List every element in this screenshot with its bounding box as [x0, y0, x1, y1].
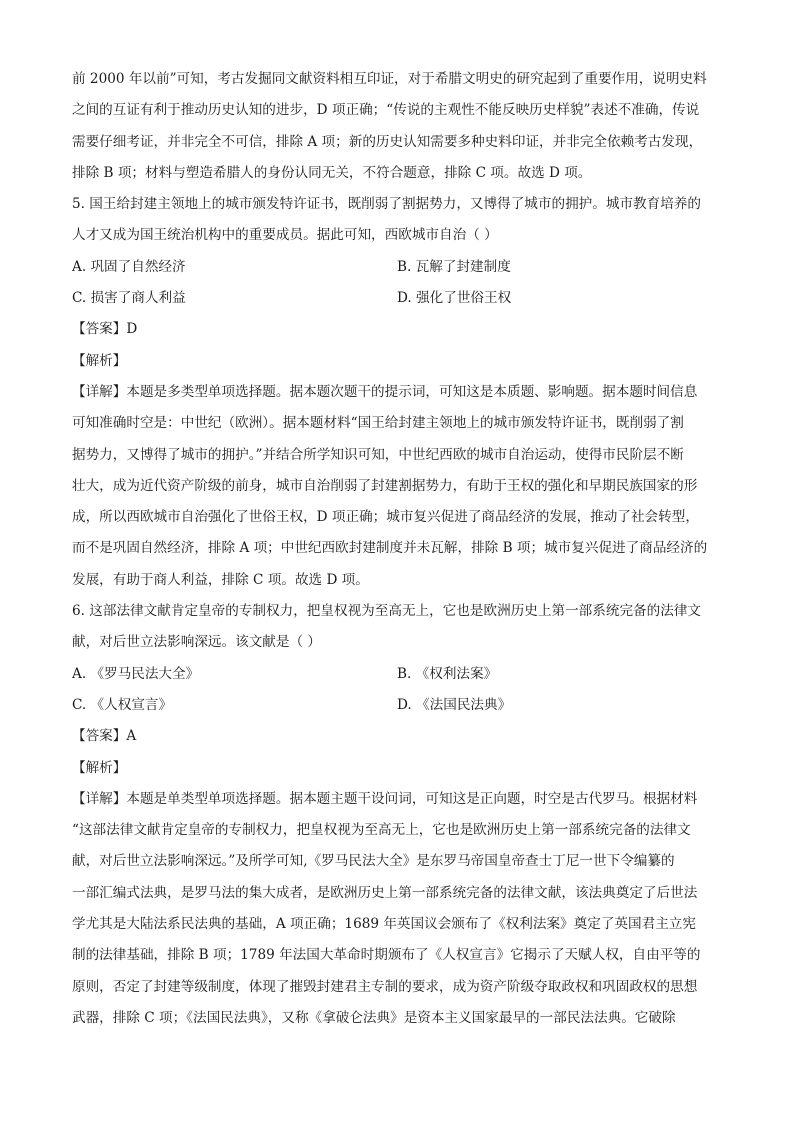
question-stem-line: 献，对后世立法影响深远。该文献是（ ）	[72, 634, 322, 651]
detail-line: 成，所以西欧城市自治强化了世俗王权，D 项正确；城市复兴促进了商品经济的发展，推动了社会转型，	[72, 509, 699, 526]
detail-line: 献，对后世立法影响深远。”及所学可知,《罗马民法大全》是东罗马帝国皇帝查士丁尼一世下令编纂的	[72, 853, 675, 870]
options-row	[72, 283, 724, 314]
options-row	[72, 252, 724, 283]
option-a: A. 《罗马民法大全》	[72, 665, 200, 682]
question-stem-line: 人才又成为国王统治机构中的重要成员。据此可知，西欧城市自治（ ）	[72, 227, 498, 244]
text-line: 之间的互证有利于推动历史认知的进步，D 项正确；“传说的主观性不能反映历史样貌”表述不准确，传说	[72, 102, 700, 119]
options-row	[72, 690, 724, 721]
detail-line: 【详解】本题是多类型单项选择题。据本题次题干的提示词，可知这是本质题、影响题。据本题时间信息	[72, 383, 698, 400]
question-5	[72, 189, 724, 596]
detail-line: 一部汇编式法典，是罗马法的集大成者，是欧洲历史上第一部系统完备的法律文献，该法典奠定了后世法	[72, 884, 698, 901]
answer-line: 【答案】A	[72, 728, 137, 745]
detail-line: 而不是巩固自然经济，排除 A 项；中世纪西欧封建制度并未瓦解，排除 B 项；城市复兴促进了商品经济的	[72, 540, 708, 557]
analysis-label: 【解析】	[72, 352, 127, 369]
previous-question-explanation	[72, 64, 724, 189]
detail-line: 壮大，成为近代资产阶级的前身，城市自治削弱了封建割据势力，有助于王权的强化和早期民族国家的形	[72, 477, 698, 494]
options-row	[72, 659, 724, 690]
option-d: D. 强化了世俗王权	[397, 290, 512, 307]
document-page	[72, 64, 724, 1034]
question-stem-line: 5. 国王给封建主领地上的城市颁发特许证书，既削弱了割据势力，又博得了城市的拥护。城市教育培养的	[72, 196, 702, 213]
option-a: A. 巩固了自然经济	[72, 258, 186, 275]
option-d: D. 《法国民法典》	[397, 696, 512, 713]
option-c: C. 《人权宣言》	[72, 696, 173, 713]
analysis-label: 【解析】	[72, 759, 127, 776]
detail-line: 学尤其是大陆法系民法典的基础，A 项正确；1689 年英国议会颁布了《权利法案》奠定了英国君主立宪	[72, 916, 696, 933]
question-stem-line: 6. 这部法律文献肯定皇帝的专制权力，把皇权视为至高无上，它也是欧洲历史上第一部系统完备的法律文	[72, 603, 702, 620]
option-b: B. 瓦解了封建制度	[397, 258, 511, 275]
detail-line: 【详解】本题是单类型单项选择题。据本题主题干设问词，可知这是正向题，时空是古代罗马。根据材料	[72, 790, 698, 807]
detail-line: 原则，否定了封建等级制度，体现了摧毁封建君主专制的要求，成为资产阶级夺取政权和巩固政权的思想	[72, 978, 698, 995]
option-c: C. 损害了商人利益	[72, 290, 186, 307]
detail-line: 据势力，又博得了城市的拥护。”并结合所学知识可知，中世纪西欧的城市自治运动，使得市民阶层不断	[72, 446, 684, 463]
detail-line: 可知准确时空是：中世纪（欧洲）。据本题材料“国王给封建主领地上的城市颁发特许证书，既削弱了割	[72, 415, 684, 432]
text-line: 需要仔细考证，并非完全不可信，排除 A 项；新的历史认知需要多种史料印证，并非完全依赖考古发现，	[72, 133, 703, 150]
text-line: 排除 B 项；材料与塑造希腊人的身份认同无关，不符合题意，排除 C 项。故选 D 项。	[72, 164, 592, 181]
answer-line: 【答案】D	[72, 321, 138, 338]
detail-line: “这部法律文献肯定皇帝的专制权力，把皇权视为至高无上，它也是欧洲历史上第一部系统完备的法律文	[72, 822, 691, 839]
detail-line: 制的法律基础，排除 B 项；1789 年法国大革命时期颁布了《人权宣言》它揭示了天赋人权，自由平等的	[72, 947, 701, 964]
detail-line: 发展，有助于商人利益，排除 C 项。故选 D 项。	[72, 571, 369, 588]
question-6	[72, 596, 724, 1034]
detail-line: 武器，排除 C 项；《法国民法典》，又称《拿破仑法典》是资本主义国家最早的一部民法法典。它破除	[72, 1009, 676, 1026]
option-b: B. 《权利法案》	[397, 665, 498, 682]
text-line: 前 2000 年以前”可知，考古发掘同文献资料相互印证，对于希腊文明史的研究起到了重要作用，说明史料	[72, 71, 707, 87]
